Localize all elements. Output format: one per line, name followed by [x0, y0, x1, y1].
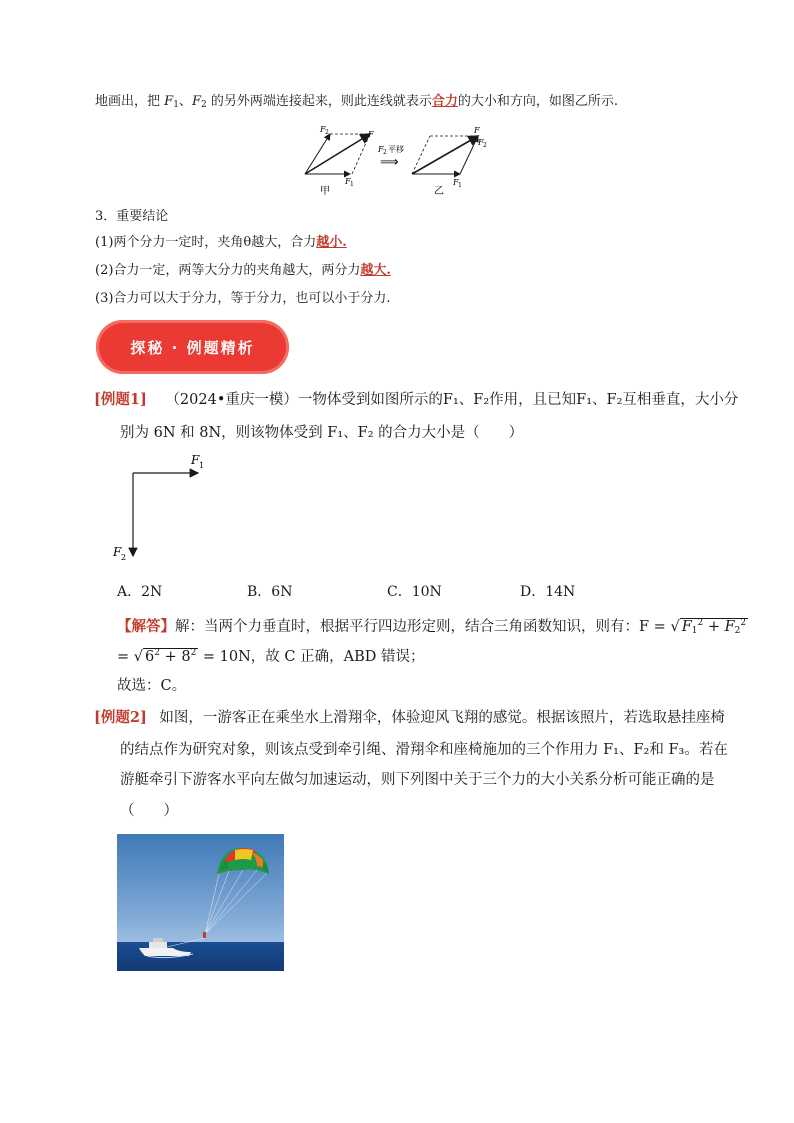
highlight-resultant: 合力 [431, 94, 458, 109]
example1-tag: [例题1] [94, 391, 147, 408]
example2-line2: 的结点作为研究对象，则该点受到牵引绳、滑翔伞和座椅施加的三个作用力 F₁、F₂和 F₃。若在 [120, 742, 728, 758]
shift-label: F [378, 145, 384, 154]
conclusions-title: 3．重要结论 [95, 209, 169, 224]
solution-tag: 【解答】 [117, 617, 175, 635]
svg-text:F: F [478, 138, 484, 147]
section-banner [96, 320, 289, 374]
example2-line3: 游艇牵引下游客水平向左做匀加速运动，则下列图中关于三个力的大小关系分析可能正确的是 [120, 772, 715, 788]
svg-text:1: 1 [350, 181, 354, 188]
force-diagram [110, 452, 220, 564]
solution-answer: 故选：C。 [117, 678, 187, 694]
example1-line1: [例题1] （2024•重庆一模）一物体受到如图所示的F₁、F₂作用，且已知F₁、F₂互相垂直，大小分 [94, 391, 739, 408]
svg-text:F: F [113, 545, 122, 559]
option-c[interactable]: C．10N [387, 584, 442, 600]
option-a[interactable]: A．2N [117, 584, 163, 600]
example2-line4: （ ） [120, 803, 178, 819]
svg-text:F: F [453, 178, 459, 187]
svg-text:F: F [368, 130, 374, 139]
option-b[interactable]: B．6N [247, 584, 293, 600]
figure-jia [305, 125, 374, 188]
parallelogram-figure [300, 122, 500, 198]
example1-line2: 别为 6N 和 8N，则该物体受到 F₁、F₂ 的合力大小是（ ） [120, 425, 524, 441]
svg-text:F: F [191, 453, 200, 467]
solution-line1: 【解答】解：当两个力垂直时，根据平行四边形定则，结合三角函数知识，则有：F = √ $F_1^2 + F_2^2$ [117, 617, 747, 636]
svg-text:F: F [345, 177, 351, 186]
conclusion-1: (1)两个分力一定时，夹角θ越大，合力越小. [95, 235, 347, 250]
svg-text:2: 2 [383, 149, 387, 156]
example2-tag: [例题2] [94, 709, 147, 726]
example2-line1: [例题2] 如图，一游客正在乘坐水上滑翔伞，体验迎风飞翔的感觉。根据该照片，若选取悬挂座椅 [94, 709, 725, 726]
conclusion-2: (2)合力一定，两等大分力的夹角越大，两分力越大. [95, 263, 391, 278]
svg-text:F: F [320, 125, 326, 134]
figure-yi [412, 126, 487, 189]
solution-line2: = √ $6^2 + 8^2 = 10N$，故 C 正确，ABD 错误； [117, 648, 425, 665]
parasailing-photo [117, 834, 284, 971]
banner-text: 探秘 · 例题精析 [130, 338, 255, 357]
svg-text:1: 1 [199, 461, 205, 470]
conclusion-3: (3)合力可以大于分力，等于分力，也可以小于分力. [95, 291, 391, 306]
option-d[interactable]: D．14N [520, 584, 576, 600]
caption-jia: 甲 [320, 186, 330, 197]
svg-text:2: 2 [325, 129, 329, 136]
svg-text:F: F [474, 126, 480, 135]
caption-yi: 乙 [434, 186, 444, 197]
svg-text:2: 2 [121, 553, 127, 562]
svg-text:2: 2 [483, 142, 487, 149]
intro-line: 地画出，把 $F_1$、$F_2$ 的另外两端连接起来，则此连线就表示合力的大小和方向，如图乙所示. [95, 94, 619, 110]
svg-text:1: 1 [458, 182, 462, 189]
shift-arrow-icon: ⟹ [380, 155, 399, 170]
shift-text: 平移 [388, 145, 404, 154]
